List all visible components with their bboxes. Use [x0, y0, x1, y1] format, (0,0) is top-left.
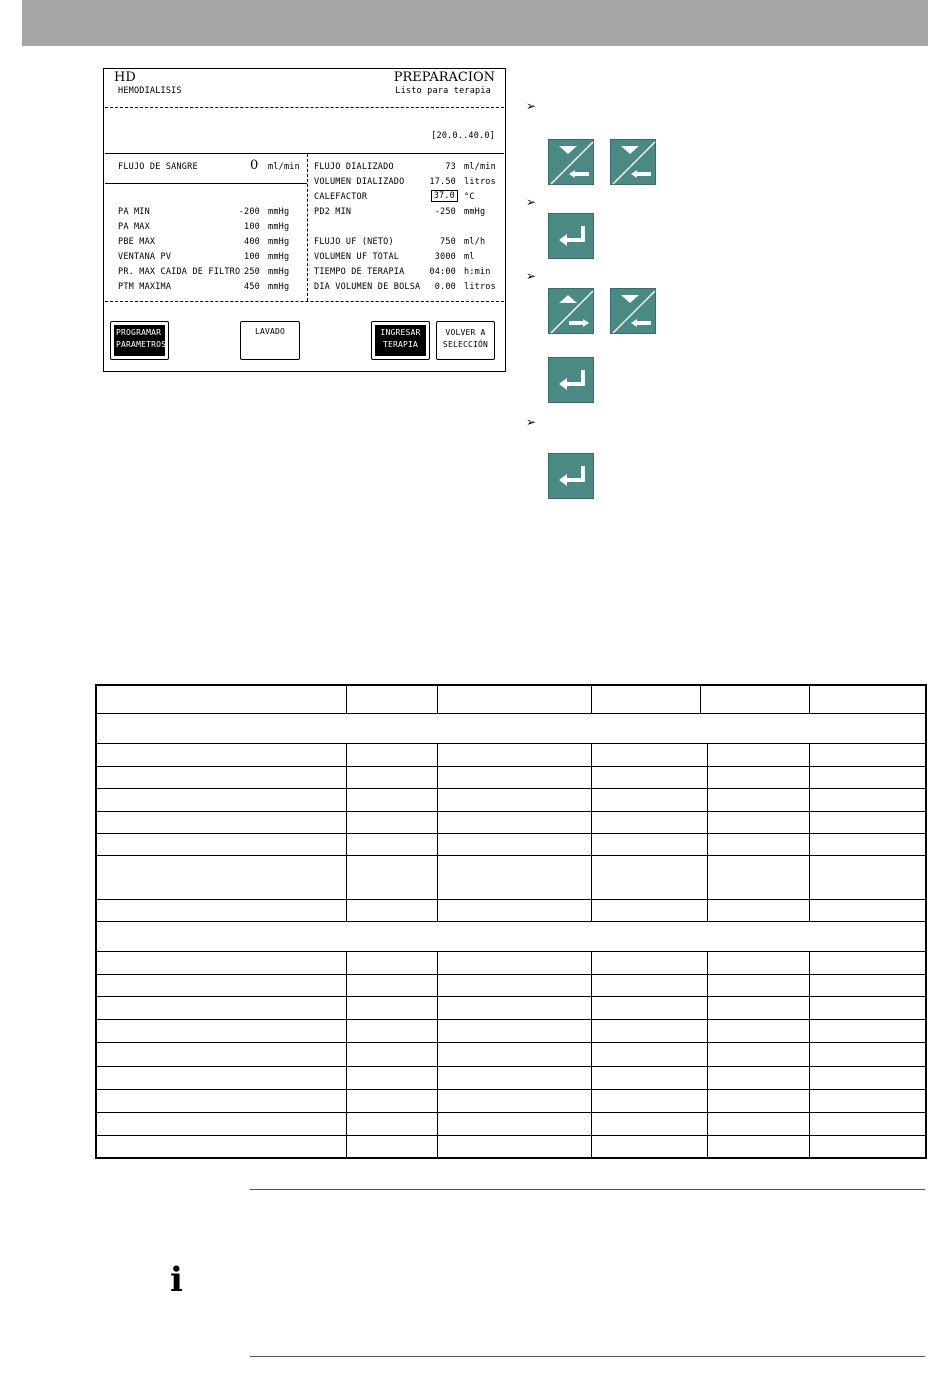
table-row-line — [97, 1066, 925, 1067]
param-unit: mmHg — [268, 252, 290, 262]
table-row-line — [97, 1019, 925, 1020]
param-label: PD2 MIN — [314, 207, 352, 217]
table-col-line — [437, 951, 438, 1159]
enter-key[interactable] — [548, 213, 594, 259]
table-row-line — [97, 921, 925, 922]
param-label: TIEMPO DE TERAPIA — [314, 267, 405, 277]
param-unit: ml — [464, 252, 475, 262]
info-icon: i — [170, 1260, 183, 1300]
param-value: 400 — [244, 237, 260, 247]
table-col-line — [707, 951, 708, 1159]
table-col-line — [346, 686, 347, 713]
param-label: FLUJO UF (NETO) — [314, 237, 394, 247]
param-unit: mmHg — [464, 207, 486, 217]
param-unit: °C — [464, 192, 475, 202]
param-value: -200 — [238, 207, 260, 217]
param-value: 0.00 — [434, 282, 456, 292]
heater-value-field[interactable]: 37.0 — [431, 190, 458, 202]
table-row-line — [97, 833, 925, 834]
param-unit: mmHg — [268, 267, 290, 277]
divider — [105, 153, 504, 154]
param-unit: litros — [464, 177, 496, 187]
param-label: VOLUMEN UF TOTAL — [314, 252, 400, 262]
table-row-line — [97, 1135, 925, 1136]
table-col-line — [437, 686, 438, 713]
param-label: PBE MAX — [118, 237, 156, 247]
param-value: 250 — [244, 267, 260, 277]
table-row-line — [97, 811, 925, 812]
param-value: 3000 — [434, 252, 456, 262]
table-row-line — [97, 743, 925, 744]
param-value: 450 — [244, 282, 260, 292]
param-label: VOLUMEN DIALIZADO — [314, 177, 405, 187]
param-value: 73 — [445, 162, 456, 172]
table-col-line — [809, 951, 810, 1159]
enter-key[interactable] — [548, 357, 594, 403]
up-next-key[interactable] — [548, 288, 594, 334]
table-col-line — [591, 686, 592, 713]
enter-therapy-button[interactable]: INGRESAR TERAPIA — [371, 321, 430, 360]
param-unit: h:min — [464, 267, 491, 277]
table-row-line — [97, 1042, 925, 1043]
table-row-line — [97, 996, 925, 997]
param-label: VENTANA PV — [118, 252, 172, 262]
status-label: Listo para terapia — [395, 86, 491, 96]
param-label: PR. MAX CAIDA DE FILTRO — [118, 267, 241, 277]
table-col-line — [809, 686, 810, 713]
table-row-line — [97, 788, 925, 789]
param-value: -250 — [434, 207, 456, 217]
blood-flow-label: FLUJO DE SANGRE — [118, 162, 198, 172]
back-to-selection-button[interactable]: VOLVER A SELECCIÓN — [436, 321, 495, 360]
parameter-table — [95, 684, 927, 1159]
range-label: [20.0..40.0] — [431, 131, 495, 141]
param-unit: mmHg — [268, 222, 290, 232]
program-parameters-button[interactable]: PROGRAMAR PARAMETROS — [110, 321, 169, 360]
header-bar — [22, 0, 928, 46]
column-divider — [307, 154, 308, 301]
down-enter-key[interactable] — [610, 139, 656, 185]
phase-label: PREPARACION — [393, 70, 495, 85]
note-rule-bottom — [250, 1356, 925, 1357]
param-label: DIA VOLUMEN DE BOLSA — [314, 282, 421, 292]
enter-key[interactable] — [548, 453, 594, 499]
param-value: 100 — [244, 222, 260, 232]
param-label: FLUJO DIALIZADO — [314, 162, 394, 172]
table-col-line — [591, 951, 592, 1159]
param-label: PTM MAXIMA — [118, 282, 172, 292]
step-bullet: ➢ — [526, 269, 537, 283]
wash-button[interactable]: LAVADO — [240, 321, 300, 360]
table-col-line — [707, 743, 708, 921]
table-col-line — [809, 743, 810, 921]
down-enter-key[interactable] — [548, 139, 594, 185]
divider — [105, 107, 504, 108]
table-row-line — [97, 1089, 925, 1090]
param-value: 04:00 — [429, 267, 456, 277]
param-label: PA MAX — [118, 222, 150, 232]
table-col-line — [700, 686, 701, 713]
param-unit: litros — [464, 282, 496, 292]
param-value: 100 — [244, 252, 260, 262]
table-row-line — [97, 951, 925, 952]
param-label: CALEFACTOR — [314, 192, 368, 202]
table-col-line — [346, 743, 347, 921]
param-unit: ml/h — [464, 237, 486, 247]
param-unit: mmHg — [268, 282, 290, 292]
param-value: 17.50 — [429, 177, 456, 187]
param-unit: mmHg — [268, 207, 290, 217]
param-unit: mmHg — [268, 237, 290, 247]
table-col-line — [346, 951, 347, 1159]
step-bullet: ➢ — [526, 195, 537, 209]
blood-flow-value: 0 — [250, 158, 259, 173]
submode-label: HEMODIALISIS — [118, 86, 182, 96]
param-label: PA MIN — [118, 207, 150, 217]
table-col-line — [591, 743, 592, 921]
step-bullet: ➢ — [526, 415, 537, 429]
table-col-line — [437, 743, 438, 921]
down-enter-key[interactable] — [610, 288, 656, 334]
param-value: 750 — [440, 237, 456, 247]
table-row-line — [97, 899, 925, 900]
blood-flow-unit: ml/min — [268, 162, 300, 172]
divider — [105, 301, 504, 302]
table-row-line — [97, 974, 925, 975]
note-rule-top — [250, 1189, 925, 1190]
table-row-line — [97, 766, 925, 767]
table-row-line — [97, 1112, 925, 1113]
divider — [105, 183, 307, 184]
mode-label: HD — [114, 70, 136, 85]
step-bullet: ➢ — [526, 99, 537, 113]
machine-screen — [103, 68, 506, 372]
table-row-line — [97, 713, 925, 714]
table-row-line — [97, 855, 925, 856]
param-unit: ml/min — [464, 162, 496, 172]
